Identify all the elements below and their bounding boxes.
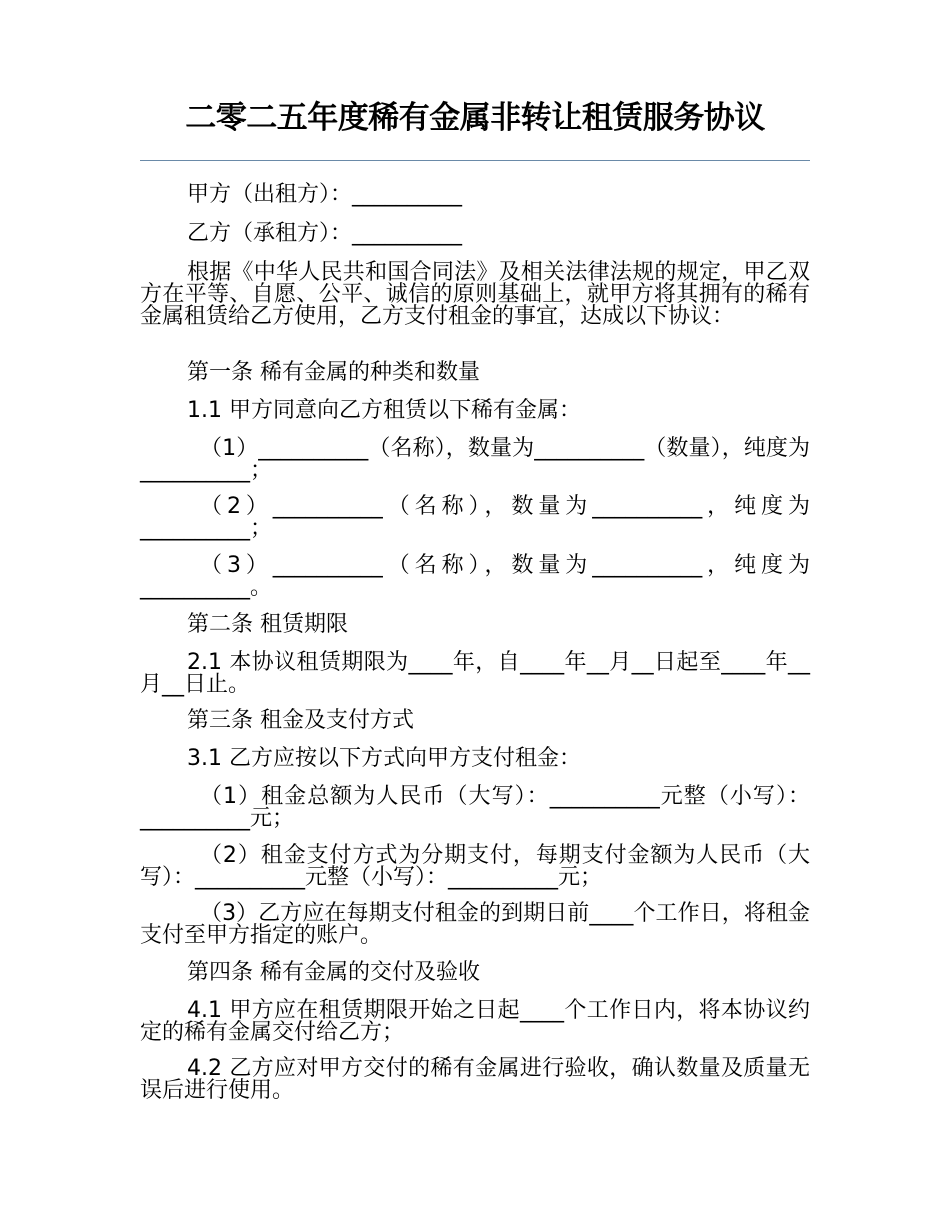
clause-4-2: 4.2 乙方应对甲方交付的稀有金属进行验收，确认数量及质量无误后进行使用。 xyxy=(140,1056,810,1103)
clause-3-1-item-2: （2）租金支付方式为分期支付，每期支付金额为人民币（大写）：__________元整（小写）：__________元； xyxy=(140,843,810,890)
clause-3-1-item-3: （3）乙方应在每期支付租金的到期日前____个工作日，将租金支付至甲方指定的账户。 xyxy=(140,901,810,948)
title-underline xyxy=(140,160,810,161)
article-2-heading: 第二条 租赁期限 xyxy=(187,612,348,637)
article-3-heading: 第三条 租金及支付方式 xyxy=(187,708,414,733)
party-b-line: 乙方（承租方）：__________ xyxy=(187,221,463,246)
clause-1-1-item-2: （2）__________（名称），数量为__________，纯度为__________； xyxy=(140,494,810,541)
clause-4-1: 4.1 甲方应在租赁期限开始之日起____个工作日内，将本协议约定的稀有金属交付给乙方； xyxy=(140,998,810,1045)
document-title: 二零二五年度稀有金属非转让租赁服务协议 xyxy=(185,100,765,136)
clause-1-1-item-1: （1）__________（名称），数量为__________（数量），纯度为__________； xyxy=(140,436,810,483)
clause-1-1-item-3: （3）__________（名称），数量为__________，纯度为__________。 xyxy=(140,553,810,600)
article-4-heading: 第四条 稀有金属的交付及验收 xyxy=(187,960,480,985)
clause-3-1: 3.1 乙方应按以下方式向甲方支付租金： xyxy=(187,746,581,771)
party-a-line: 甲方（出租方）：__________ xyxy=(187,182,463,207)
article-1-heading: 第一条 稀有金属的种类和数量 xyxy=(187,360,480,385)
clause-3-1-item-1: （1）租金总额为人民币（大写）：__________元整（小写）：__________元； xyxy=(140,784,810,831)
clause-2-1: 2.1 本协议租赁期限为____年，自____年__月__日起至____年__月__日止。 xyxy=(140,650,810,697)
clause-1-1: 1.1 甲方同意向乙方租赁以下稀有金属： xyxy=(187,398,581,423)
preamble-paragraph: 根据《中华人民共和国合同法》及相关法律法规的规定，甲乙双方在平等、自愿、公平、诚信的原则基础上，就甲方将其拥有的稀有金属租赁给乙方使用，乙方支付租金的事宜，达成以下协议： xyxy=(140,260,810,329)
